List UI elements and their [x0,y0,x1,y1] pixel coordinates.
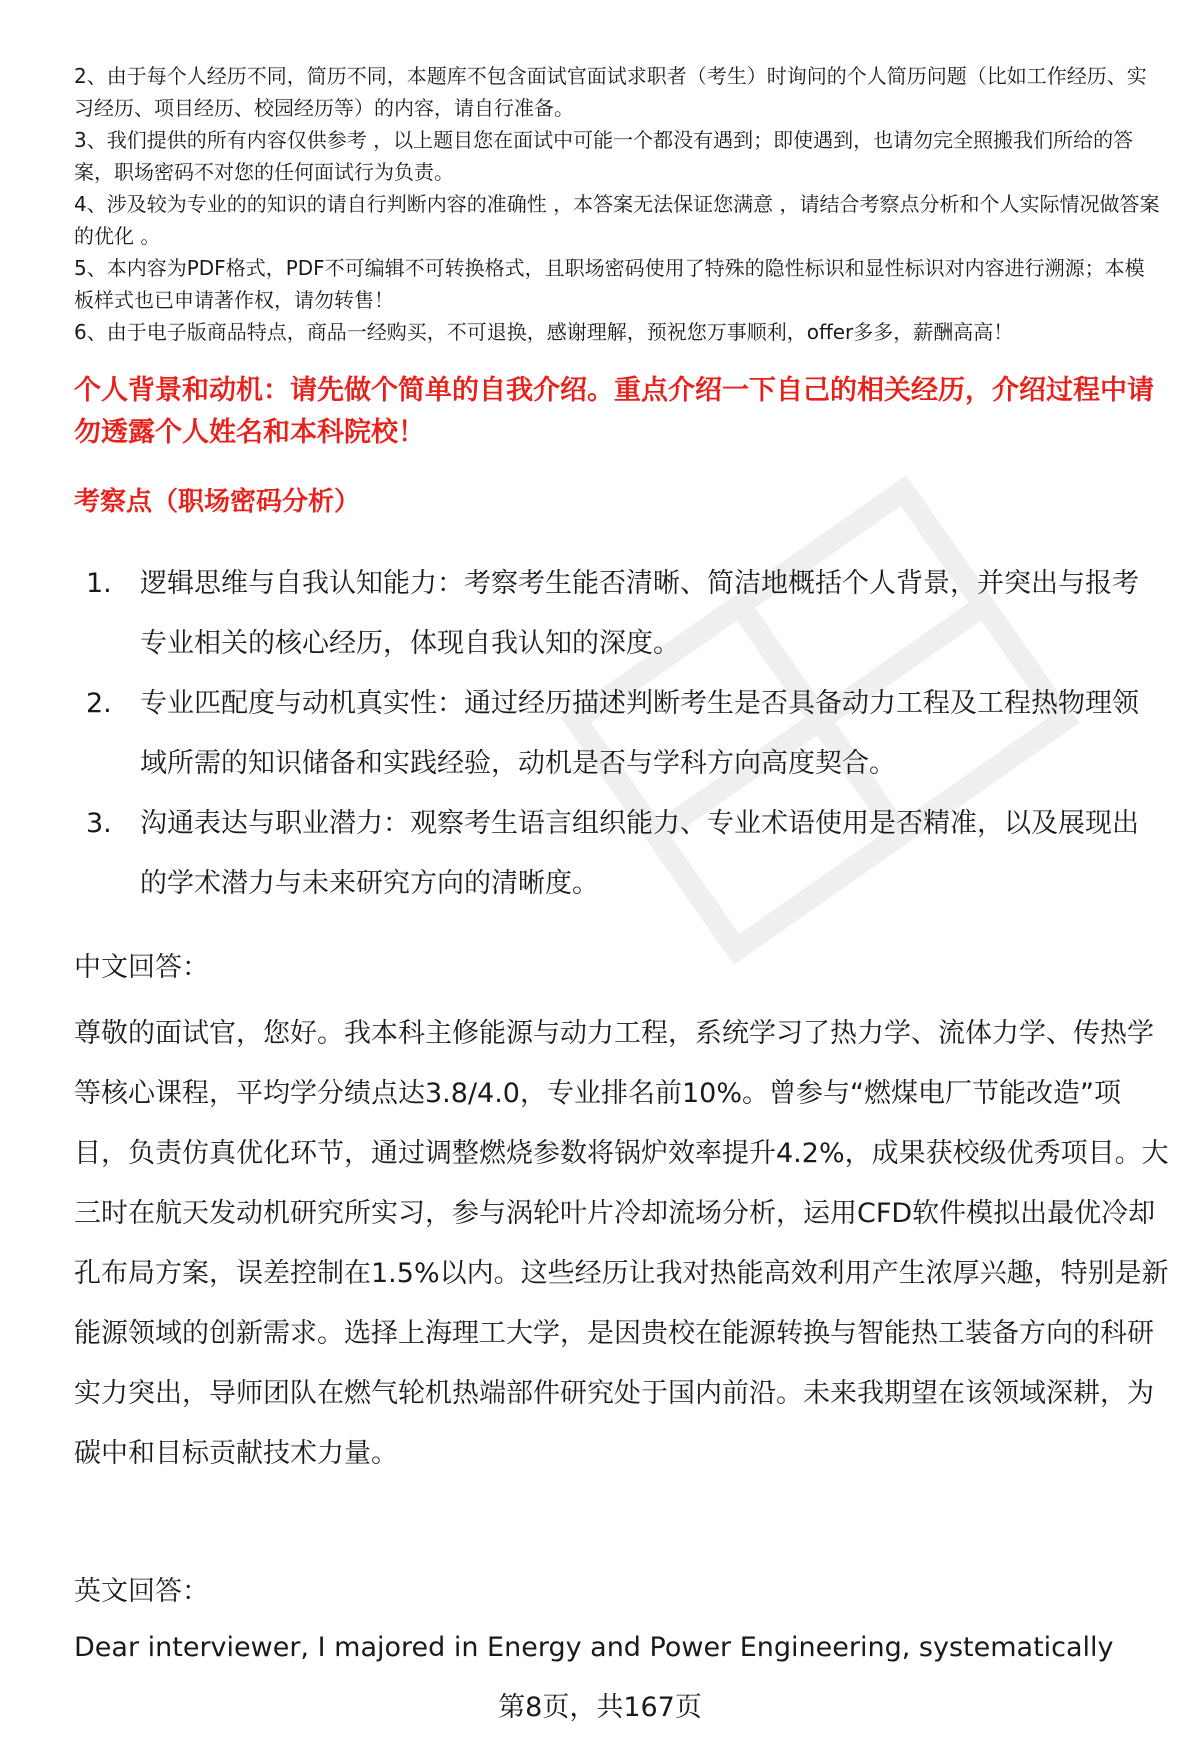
point-text: 沟通表达与职业潜力：观察考生语言组织能力、专业术语使用是否精准，以及展现出的学术潜力与未来研究方向的清晰度。 [140,808,1139,899]
chinese-answer: 尊敬的面试官，您好。我本科主修能源与动力工程，系统学习了热力学、流体力学、传热学等核心课程，平均学分绩点达3.8/4.0，专业排名前10%。曾参与“燃煤电厂节能改造”项目，负责仿真优化环节，通过调整燃烧参数将锅炉效率提升4.2%，成果获校级优秀项目。大三时在航天发动机研究所实习，参与涡轮叶片冷却流场分析，运用CFD软件模拟出最优冷却孔布局方案，误差控制在1.5%以内。这些经历让我对热能高效利用产生浓厚兴趣，特别是新能源领域的创新需求。选择上海理工大学，是因贵校在能源转换与智能热工装备方向的科研实力突出，导师团队在燃气轮机热端部件研究处于国内前沿。未来我期望在该领域深耕，为碳中和目标贡献技术力量。 [74,1018,1169,1469]
english-answer: Dear interviewer, I majored in Energy and Power Engineering, systematically [74,1632,1114,1663]
notes-section [74,60,1164,348]
analysis-points [74,554,1164,914]
point-number: 1. [86,568,112,599]
point-text: 专业匹配度与动机真实性：通过经历描述判断考生是否具备动力工程及工程热物理领域所需的知识储备和实践经验，动机是否与学科方向高度契合。 [140,688,1139,779]
chinese-answer-label: 中文回答： [74,952,209,983]
point-number: 3. [86,808,112,839]
note-item: 3、我们提供的所有内容仅供参考 ，以上题目您在面试中可能一个都没有遇到；即使遇到，也请勿完全照搬我们所给的答案，职场密码不对您的任何面试行为负责。 [74,128,1134,184]
analysis-point [74,554,1164,674]
note-item: 4、涉及较为专业的的知识的请自行判断内容的准确性 ，本答案无法保证您满意 ，请结合考察点分析和个人实际情况做答案的优化 。 [74,192,1160,248]
point-text: 逻辑思维与自我认知能力：考察考生能否清晰、简洁地概括个人背景，并突出与报考专业相关的核心经历，体现自我认知的深度。 [140,568,1139,659]
english-answer-label: 英文回答： [74,1576,209,1607]
question-heading: 个人背景和动机：请先做个简单的自我介绍。重点介绍一下自己的相关经历，介绍过程中请勿透露个人姓名和本科院校！ [74,375,1154,448]
note-item: 2、由于每个人经历不同，简历不同，本题库不包含面试官面试求职者（考生）时询问的个人简历问题（比如工作经历、实习经历、项目经历、校园经历等）的内容，请自行准备。 [74,64,1147,120]
analysis-point [74,674,1164,794]
analysis-heading: 考察点（职场密码分析） [74,487,361,517]
point-number: 2. [86,688,112,719]
page-footer: 第8页，共167页 [498,1692,702,1723]
note-item: 5、本内容为PDF格式，PDF不可编辑不可转换格式，且职场密码使用了特殊的隐性标识和显性标识对内容进行溯源；本模板样式也已申请著作权，请勿转售！ [74,256,1145,312]
note-item: 6、由于电子版商品特点，商品一经购买，不可退换，感谢理解，预祝您万事顺利，offer多多，薪酬高高！ [74,320,1014,344]
analysis-point [74,794,1164,914]
